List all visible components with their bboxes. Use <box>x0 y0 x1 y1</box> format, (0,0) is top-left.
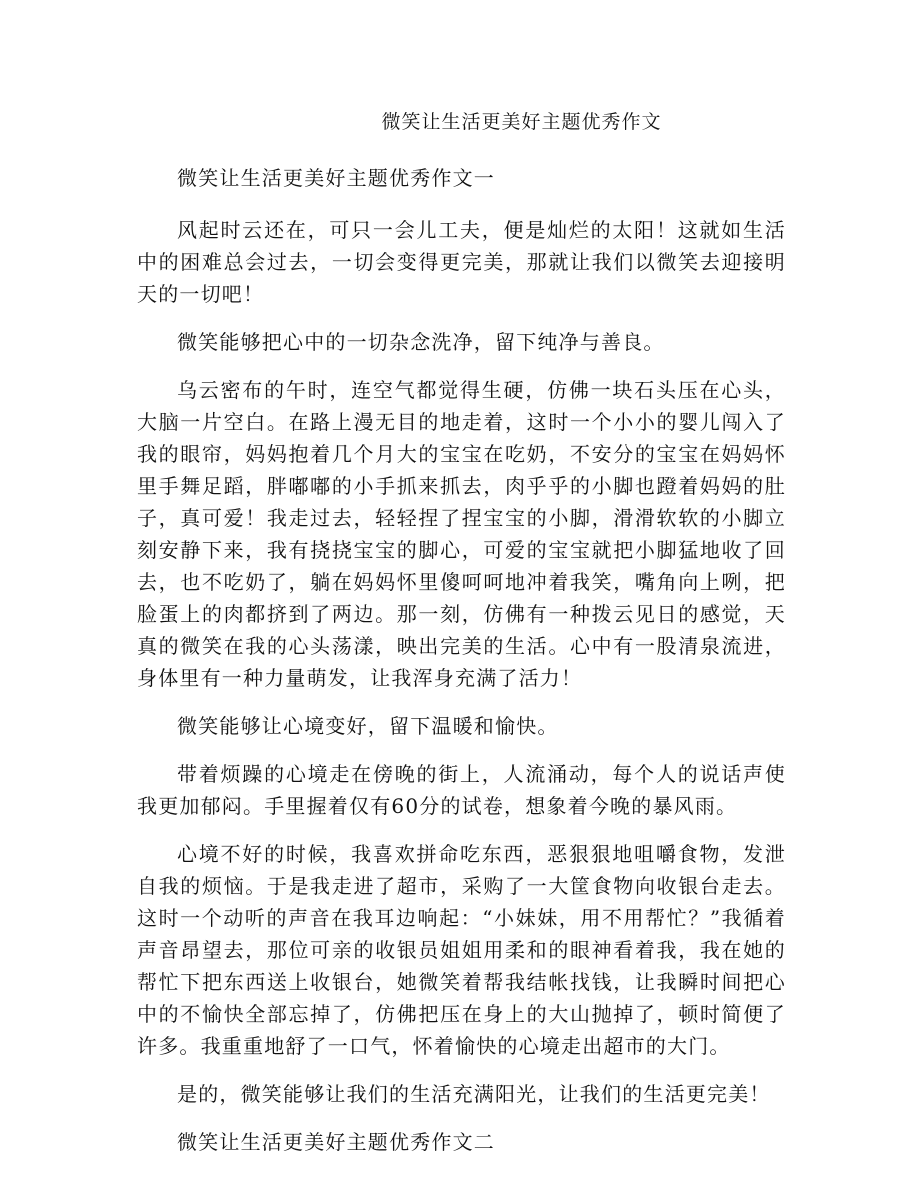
paragraph: 乌云密布的午时，连空气都觉得生硬，仿佛一块石头压在心头，大脑一片空白。在路上漫无目的地走着，这时一个小小的婴儿闯入了我的眼帘，妈妈抱着几个月大的宝宝在吃奶，不安分的宝宝在妈妈怀里手舞足蹈，胖嘟嘟的小手抓来抓去，肉乎乎的小脚也蹬着妈妈的肚子，真可爱！我走过去，轻轻捏了捏宝宝的小脚，滑滑软软的小脚立刻安静下来，我有挠挠宝宝的脚心，可爱的宝宝就把小脚猛地收了回去，也不吃奶了，躺在妈妈怀里傻呵呵地冲着我笑，嘴角向上咧，把脸蛋上的肉都挤到了两边。那一刻，仿佛有一种拨云见日的感觉，天真的微笑在我的心头荡漾，映出完美的生活。心中有一股清泉流进，身体里有一种力量萌发，让我浑身充满了活力！ <box>137 378 786 690</box>
paragraph: 心境不好的时候，我喜欢拼命吃东西，恶狠狠地咀嚼食物，发泄自我的烦恼。于是我走进了超市，采购了一大筐食物向收银台走去。这时一个动听的声音在我耳边响起：“小妹妹，用不用帮忙？”我循着声音昂望去，那位可亲的收银员姐姐用柔和的眼神看着我，我在她的帮忙下把东西送上收银台，她微笑着帮我结帐找钱，让我瞬时间把心中的不愉快全部忘掉了，仿佛把压在身上的大山抛掉了，顿时简便了许多。我重重地舒了一口气，怀着愉快的心境走出超市的大门。 <box>137 842 786 1058</box>
paragraph: 微笑能够让心境变好，留下温暖和愉快。 <box>177 714 559 738</box>
paragraph: 是的，微笑能够让我们的生活充满阳光，让我们的生活更完美！ <box>177 1082 771 1106</box>
paragraph: 带着烦躁的心境走在傍晚的街上，人流涌动，每个人的说话声使我更加郁闷。手里握着仅有60分的试卷，想象着今晚的暴风雨。 <box>137 762 786 818</box>
section-heading-1: 微笑让生活更美好主题优秀作文一 <box>177 166 495 190</box>
section-heading-2: 微笑让生活更美好主题优秀作文二 <box>177 1130 495 1154</box>
paragraph: 微笑能够把心中的一切杂念洗净，留下纯净与善良。 <box>177 330 665 354</box>
paragraph: 风起时云还在，可只一会儿工夫，便是灿烂的太阳！这就如生活中的困难总会过去，一切会变得更完美，那就让我们以微笑去迎接明天的一切吧！ <box>137 218 786 306</box>
document-title: 微笑让生活更美好主题优秀作文 <box>381 111 662 133</box>
